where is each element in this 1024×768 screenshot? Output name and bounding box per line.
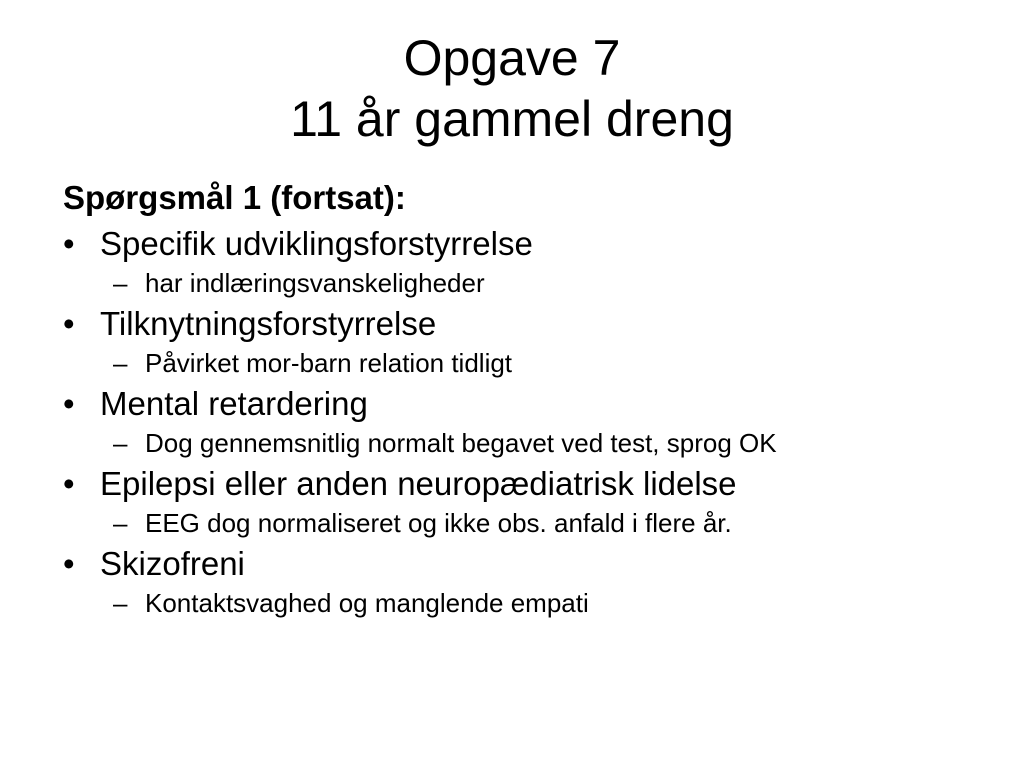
bullet-marker: •: [63, 545, 75, 582]
sub-marker: –: [113, 348, 128, 378]
sub-text: Påvirket mor-barn relation tidligt: [145, 348, 513, 378]
slide-title: [0, 28, 1024, 150]
sub-point: [63, 428, 925, 458]
list-item: [63, 384, 963, 458]
slide-content: [63, 178, 963, 624]
bullet-text: Mental retardering: [100, 385, 368, 422]
sub-marker: –: [113, 588, 128, 618]
bullet-text: Specifik udviklingsforstyrrelse: [100, 225, 533, 262]
bullet-point: [63, 464, 963, 504]
bullet-point: [63, 304, 963, 344]
sub-text: EEG dog normaliseret og ikke obs. anfald i flere år.: [145, 508, 732, 538]
sub-marker: –: [113, 508, 128, 538]
list-item: [63, 544, 963, 618]
title-line-1: Opgave 7: [403, 30, 621, 86]
sub-marker: –: [113, 268, 128, 298]
list-item: [63, 464, 963, 538]
bullet-marker: •: [63, 385, 75, 422]
bullet-point: [63, 544, 963, 584]
sub-text: har indlæringsvanskeligheder: [145, 268, 485, 298]
list-item: [63, 224, 963, 298]
bullet-marker: •: [63, 465, 75, 502]
bullet-text: Tilknytningsforstyrrelse: [100, 305, 437, 342]
section-heading: Spørgsmål 1 (fortsat):: [63, 179, 406, 216]
sub-point: [63, 268, 925, 298]
bullet-point: [63, 384, 963, 424]
bullet-text: Epilepsi eller anden neuropædiatrisk lidelse: [100, 465, 737, 502]
sub-point: [63, 348, 925, 378]
bullet-point: [63, 224, 963, 264]
sub-text: Dog gennemsnitlig normalt begavet ved test, sprog OK: [145, 428, 777, 458]
sub-marker: –: [113, 428, 128, 458]
sub-text: Kontaktsvaghed og manglende empati: [145, 588, 589, 618]
sub-point: [63, 588, 925, 618]
bullet-marker: •: [63, 305, 75, 342]
sub-point: [63, 508, 925, 538]
list-item: [63, 304, 963, 378]
bullet-marker: •: [63, 225, 75, 262]
title-line-2: 11 år gammel dreng: [290, 91, 734, 147]
bullet-text: Skizofreni: [100, 545, 245, 582]
